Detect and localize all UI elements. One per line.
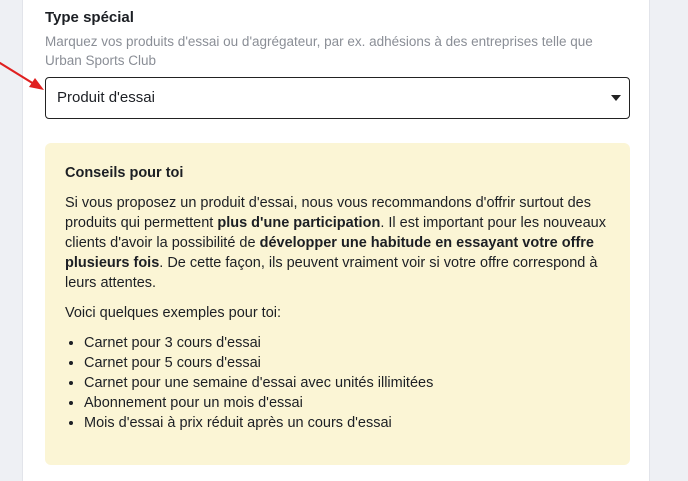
tips-box xyxy=(45,143,630,465)
tips-bold-text: développer une habitude en essayant votre offre plusieurs fois xyxy=(65,235,594,271)
tips-text: Si vous proposez un produit d'essai, nous vous recommandons d'offrir surtout des produits qui permettent xyxy=(65,195,591,231)
tips-paragraph xyxy=(65,193,610,293)
section-title: Type spécial xyxy=(45,9,134,26)
tips-text: . Il est important pour les nouveaux clients d'avoir la possibilité de xyxy=(65,215,606,251)
list-item: • Carnet pour 3 cours d'essai xyxy=(84,333,610,353)
annotation-arrow-icon xyxy=(0,55,60,100)
tips-title: Conseils pour toi xyxy=(65,165,184,181)
list-item: • Carnet pour une semaine d'essai avec unités illimitées xyxy=(84,373,610,393)
list-item: • Mois d'essai à prix réduit après un cours d'essai xyxy=(84,413,610,433)
examples-intro: Voici quelques exemples pour toi: xyxy=(65,305,282,321)
list-item: • Abonnement pour un mois d'essai xyxy=(84,393,610,413)
form-panel xyxy=(22,0,650,481)
chevron-down-icon xyxy=(611,95,621,101)
tips-bold-text: plus d'une participation xyxy=(217,215,381,231)
tips-text: . De cette façon, ils peuvent vraiment voir si votre offre correspond à leurs attentes. xyxy=(65,255,598,291)
section-description: Marquez vos produits d'essai ou d'agrégateur, par ex. adhésions à des entreprises telle que Urban Sports Club xyxy=(45,34,593,68)
examples-list xyxy=(65,333,610,433)
special-type-select[interactable] xyxy=(45,77,630,119)
list-item: • Carnet pour 5 cours d'essai xyxy=(84,353,610,373)
select-value: Produit d'essai xyxy=(57,89,155,106)
